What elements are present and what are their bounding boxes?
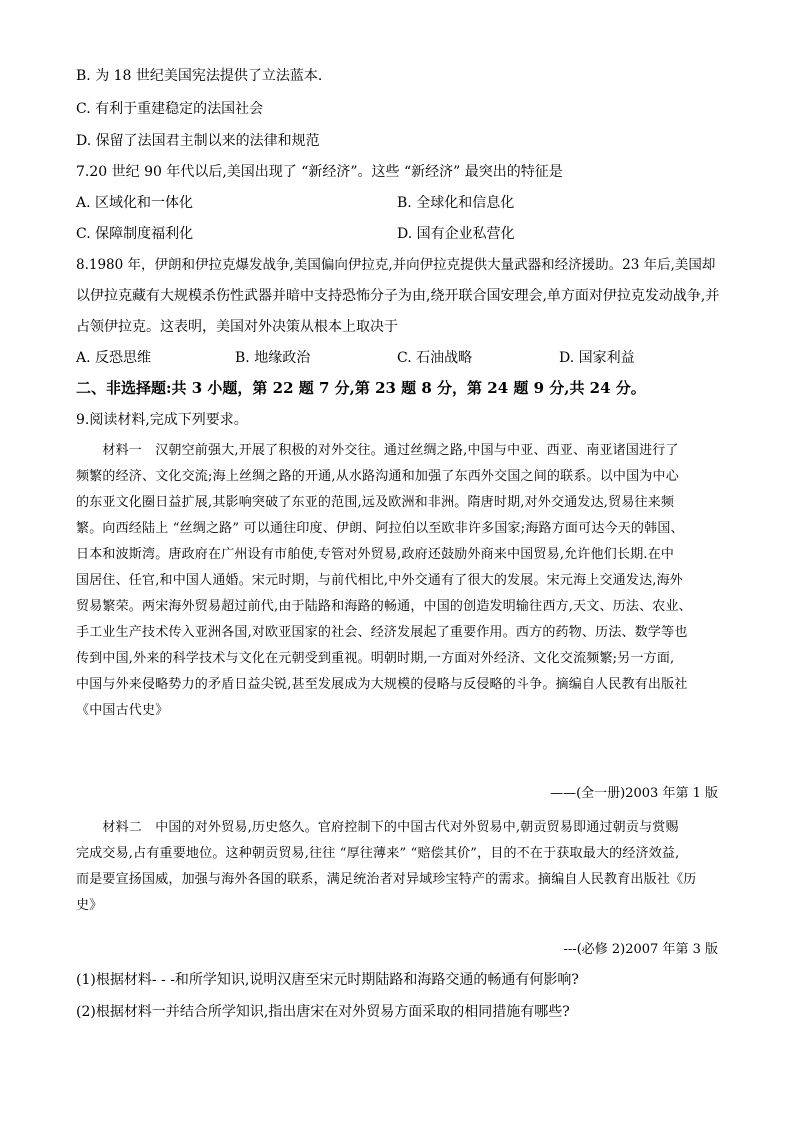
- section-2-heading: 二、非选择题:共 3 小题，第 22 题 7 分,第 23 题 8 分，第 24 题 9 分,共 24 分。: [76, 379, 646, 397]
- material-2-source: ---(必修 2)2007 年第 3 版: [563, 942, 718, 957]
- material-2-line: 材料二 中国的对外贸易,历史悠久。官府控制下的中国古代对外贸易中,朝贡贸易即通过朝贡与赏赐: [76, 820, 679, 835]
- material-1-line: 贸易繁荣。两宋海外贸易超过前代,由于陆路和海路的畅通，中国的创造发明输往西方,天文、历法、农业、: [76, 599, 692, 614]
- q7-option-d: D. 国有企业私营化: [397, 226, 515, 242]
- q7-stem: 7.20 世纪 90 年代以后,美国出现了 “新经济”。这些 “新经济” 最突出的特征是: [76, 164, 563, 180]
- q8-option-d: D. 国家利益: [559, 350, 635, 366]
- q8-stem-line-2: 以伊拉克藏有大规模杀伤性武器并暗中支持恐怖分子为由,绕开联合国安理会,单方面对伊拉克发动战争,并: [76, 288, 720, 304]
- q9-sub-question-2: (2)根据材料一并结合所学知识,指出唐宋在对外贸易方面采取的相同措施有哪些?: [76, 1004, 570, 1020]
- material-1-source: ——(全一册)2003 年第 1 版: [550, 786, 718, 801]
- q9-stem: 9.阅读材料,完成下列要求。: [76, 412, 248, 428]
- material-1-line: 的东亚文化圈日益扩展,其影响突破了东亚的范围,远及欧洲和非洲。隋唐时期,对外交通发达,贸易往来频: [76, 495, 675, 510]
- material-1-line: 中国与外来侵略势力的矛盾日益尖锐,甚至发展成为大规模的侵略与反侵略的斗争。摘编自人民教有出版社: [76, 677, 688, 692]
- material-2: [76, 815, 722, 919]
- material-1-line: 传到中国,外来的科学技术与文化在元朝受到重视。明朝时期,一方面对外经济、文化交流频繁;另一方面,: [76, 651, 675, 666]
- material-1-line: 《中国古代史》: [76, 703, 169, 718]
- material-1-line: 日本和波斯湾。唐政府在广州设有市舶使,专管对外贸易,政府还鼓励外商来中国贸易,允许他们长期.在中: [76, 547, 675, 562]
- q8-option-a: A. 反恐思维: [76, 350, 152, 366]
- q8-stem-line-1: 8.1980 年，伊朗和伊拉克爆发战争,美国偏向伊拉克,并向伊拉克提供大量武器和经济援助。23 年后,美国却: [76, 257, 716, 273]
- q8-stem-line-3: 占领伊拉克。这表明，美国对外决策从根本上取决于: [76, 319, 398, 335]
- material-1-line: 材料一 汉朝空前强大,开展了积极的对外交往。通过丝绸之路,中国与中亚、西亚、南亚诸国进行了: [76, 443, 679, 458]
- q6-option-d: D. 保留了法国君主制以来的法律和规范: [76, 133, 320, 149]
- q7-option-c: C. 保障制度福利化: [76, 226, 194, 242]
- q7-option-b: B. 全球化和信息化: [397, 195, 515, 211]
- material-1-line: 国居住、任官,和中国人通婚。宋元时期，与前代相比,中外交通有了很大的发展。宋元海上交通发达,海外: [76, 573, 683, 588]
- material-1-line: 手工业生产技术传入亚洲各国,对欧亚国家的社会、经济发展起了重要作用。西方的药物、历法、数学等也: [76, 625, 688, 640]
- q8-option-c: C. 石油战略: [397, 350, 473, 366]
- q6-option-b: B. 为 18 世纪美国宪法提供了立法蓝本.: [76, 68, 323, 84]
- material-1-line: 繁。向西经陆上 “丝绸之路” 可以通往印度、伊朗、阿拉伯以至欧非许多国家;海路方面可达今天的韩国、: [76, 521, 684, 536]
- material-1-line: 频繁的经济、文化交流;海上丝绸之路的开通,从水路沟通和加强了东西外交国之间的联系。以中国为中心: [76, 469, 679, 484]
- q8-option-b: B. 地缘政治: [235, 350, 311, 366]
- material-2-line: 史》: [76, 898, 103, 913]
- material-2-line: 完成交易,占有重要地位。这种朝贡贸易,往往 “厚往薄来” “赔偿其价”，目的不在于获取最大的经济效益,: [76, 846, 680, 861]
- q9-sub-question-1: (1)根据材料- - -和所学知识,说明汉唐至宋元时期陆路和海路交通的畅通有何影响?: [76, 972, 579, 988]
- material-2-line: 而是要宣扬国威，加强与海外各国的联系，满足统治者对异域珍宝特产的需求。摘编自人民教育出版社《历: [76, 872, 697, 887]
- material-1: [76, 438, 722, 724]
- q6-option-c: C. 有利于重建稳定的法国社会: [76, 101, 264, 117]
- q7-option-a: A. 区域化和一体化: [76, 195, 194, 211]
